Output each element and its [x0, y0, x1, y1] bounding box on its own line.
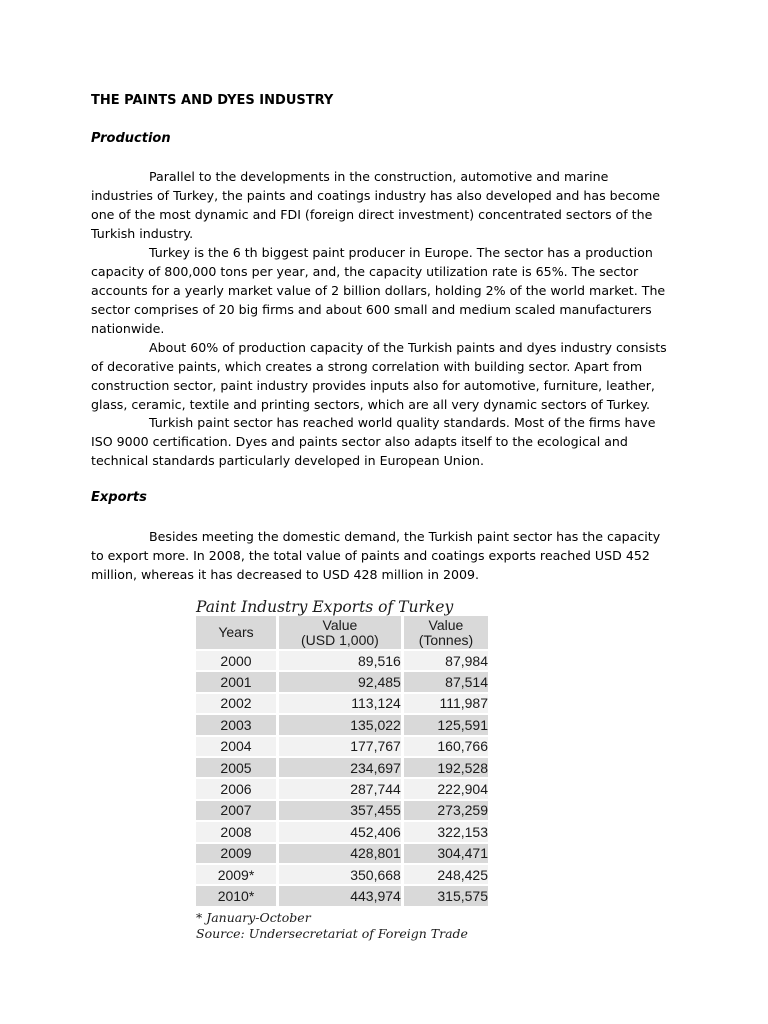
tonnes-cell: 304,471 — [404, 844, 488, 865]
tonnes-cell: 192,528 — [404, 758, 488, 779]
year-cell: 2002 — [196, 694, 279, 715]
year-cell: 2005 — [196, 758, 279, 779]
tonnes-cell: 111,987 — [404, 694, 488, 715]
table-row — [196, 801, 488, 822]
usd-cell: 177,767 — [279, 737, 404, 758]
header-years: Years — [196, 616, 279, 651]
tonnes-cell: 87,984 — [404, 651, 488, 672]
usd-cell: 287,744 — [279, 779, 404, 800]
table-body — [196, 651, 488, 908]
tonnes-cell: 125,591 — [404, 715, 488, 736]
usd-cell: 350,668 — [279, 865, 404, 886]
header-value-tonnes: Value (Tonnes) — [404, 616, 488, 651]
table-row — [196, 844, 488, 865]
production-paragraph-2: Turkey is the 6 th biggest paint producer in Europe. The sector has a production capacity of 800,000 tons per year, and, the capacity utilization rate is 65%. The sector accounts for a yearly market value of 2 billion dollars, holding 2% of the world market. The sector comprises of 20 big firms and about 600 small and medium scaled manufacturers nationwide. — [91, 245, 666, 336]
usd-cell: 357,455 — [279, 801, 404, 822]
exports-paragraph-1: Besides meeting the domestic demand, the Turkish paint sector has the capacity to export more. In 2008, the total value of paints and coatings exports reached USD 452 million, whereas it has decreased to USD 428 million in 2009. — [91, 529, 661, 582]
year-cell: 2003 — [196, 715, 279, 736]
production-paragraph-4: Turkish paint sector has reached world quality standards. Most of the firms have ISO 9000 certification. Dyes and paints sector also adapts itself to the ecological and technical standards particularly developed in European Union. — [91, 415, 656, 468]
table-row — [196, 737, 488, 758]
table-row — [196, 672, 488, 693]
section-heading-production: Production — [91, 131, 171, 146]
tonnes-cell: 87,514 — [404, 672, 488, 693]
tonnes-cell: 322,153 — [404, 822, 488, 843]
production-paragraph-3: About 60% of production capacity of the Turkish paints and dyes industry consists of decorative paints, which creates a strong correlation with building sector. Apart from construction sector, paint industry provides inputs also for automotive, furniture, leather, glass, ceramic, textile and printing sectors, which are all very dynamic sectors of Turkey. — [91, 340, 667, 412]
usd-cell: 443,974 — [279, 886, 404, 907]
usd-cell: 428,801 — [279, 844, 404, 865]
usd-cell: 135,022 — [279, 715, 404, 736]
exports-table — [196, 616, 488, 908]
year-cell: 2000 — [196, 651, 279, 672]
usd-cell: 452,406 — [279, 822, 404, 843]
document-title: THE PAINTS AND DYES INDUSTRY — [91, 93, 334, 108]
table-row — [196, 822, 488, 843]
table-row — [196, 715, 488, 736]
year-cell: 2007 — [196, 801, 279, 822]
table-source: Source: Undersecretariat of Foreign Trade — [196, 925, 468, 941]
table-row — [196, 651, 488, 672]
table-row — [196, 865, 488, 886]
year-cell: 2004 — [196, 737, 279, 758]
tonnes-cell: 248,425 — [404, 865, 488, 886]
year-cell: 2001 — [196, 672, 279, 693]
table-row — [196, 758, 488, 779]
usd-cell: 113,124 — [279, 694, 404, 715]
tonnes-cell: 160,766 — [404, 737, 488, 758]
tonnes-cell: 273,259 — [404, 801, 488, 822]
tonnes-cell: 222,904 — [404, 779, 488, 800]
year-cell: 2009* — [196, 865, 279, 886]
usd-cell: 234,697 — [279, 758, 404, 779]
table-footnote: * January-October — [196, 909, 311, 925]
table-row — [196, 886, 488, 907]
header-value-usd: Value (USD 1,000) — [279, 616, 404, 651]
table-header-row — [196, 616, 488, 651]
tonnes-cell: 315,575 — [404, 886, 488, 907]
table-title: Paint Industry Exports of Turkey — [196, 598, 454, 616]
table-row — [196, 779, 488, 800]
usd-cell: 92,485 — [279, 672, 404, 693]
year-cell: 2010* — [196, 886, 279, 907]
exports-table-figure — [196, 598, 488, 942]
production-paragraph-1: Parallel to the developments in the construction, automotive and marine industries of Turkey, the paints and coatings industry has also developed and has become one of the most dynamic and FDI (foreign direct investment) concentrated sectors of the Turkish industry. — [91, 169, 661, 241]
table-row — [196, 694, 488, 715]
year-cell: 2006 — [196, 779, 279, 800]
year-cell: 2009 — [196, 844, 279, 865]
usd-cell: 89,516 — [279, 651, 404, 672]
year-cell: 2008 — [196, 822, 279, 843]
section-heading-exports: Exports — [91, 490, 147, 505]
